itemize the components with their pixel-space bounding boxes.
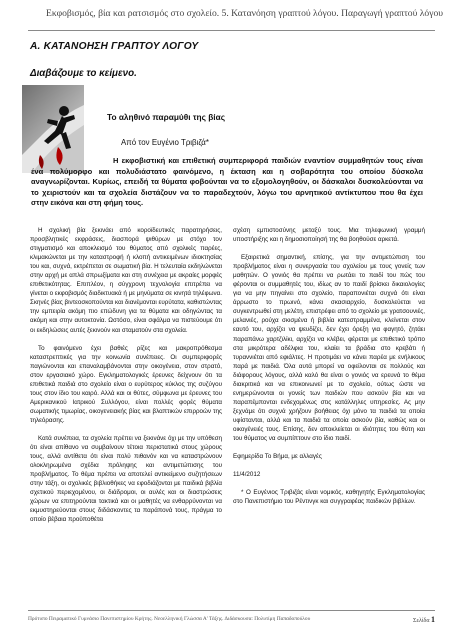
article-lead: Η εκφοβιστική και επιθετική συμπεριφορά παιδιών εναντίον συμμαθητών τους είναι ένα πολύμορφο και πολυδιάστατο φαινόμενο, η έκταση και η σοβαρότητα του οποίου δύσκολα αναγνωρίζονται. Κυρίως, επειδή τα θύματα φοβούνται να το εξομολογηθούν, οι δάσκαλοι δυσκολεύονται να το χειριστούν και τα σχολεία διστάζουν να το παραδεχτούν, λόγω του αρνητικού αντίκτυπου που θα έχει στην εικόνα και στη φήμη τους.: [31, 156, 423, 208]
page-label: Σελίδα: [412, 618, 431, 624]
page-indicator: [413, 615, 435, 624]
running-header: [0, 0, 453, 32]
page-footer: [28, 616, 435, 622]
body-paragraph: σχέση εμπιστοσύνης μεταξύ τους. Μια τηλεφωνική γραμμή υποστήριξης και η δημοσιοποίησή της θα βοηθούσε αρκετά.: [233, 227, 425, 244]
page-number: 1: [431, 615, 435, 624]
header-divider: [28, 30, 435, 31]
article-date: 11/4/2012: [233, 471, 261, 479]
running-title: Εκφοβισμός, βία και ρατσισμός στο σχολείο. 5. Κατανόηση γραπτού λόγου. Παραγωγή γραπτού λόγου: [45, 8, 443, 19]
footer-divider: [28, 610, 435, 611]
article-source: Εφημερίδα Το Βήμα, με αλλαγές: [233, 453, 322, 461]
body-paragraph: Το φαινόμενο έχει βαθιές ρίζες και μακροπρόθεσμα καταστρεπτικές για την κοινωνία συνέπειες. Οι συμπεριφορές παγιώνονται και επαναλαμβάνονται στην οικογένεια, στον στρατό, στον εργασιακό χώρο. Εγκληματολογικές έρευνες δείχνουν ότι τα επιθετικά παιδιά στο σχολείο είναι ο ευρύτερος κύκλος της συζύγου τους στον ίδιο του καιρό. Αλλά και οι θύτες, σύμφωνα με έρευνες του Αμερικανικού Ιατρικού Συλλόγου, είναι πολλές φορές θύματα σωματικής τιμωρίας, οικογενειακής βίας και βλαπτικών επιρροών της τηλεόρασης.: [30, 344, 222, 424]
body-paragraph: Κατά συνέπεια, τα σχολεία πρέπει να ξεκινάνε όχι με την υπόθεση ότι είναι απίθανο να συμβαίνουν τέτοια περιστατικά στους χώρους τους, αλλά αντίθετα ότι είναι πολύ πιθανόν και να καταστρώνουν ολοκληρωμένα σχέδια πρόληψης και αντιμετώπισης του προβλήματος. Το θέμα πρέπει να αποτελεί αντικείμενο συζητήσεων στην τάξη, οι σχολικές βιβλιοθήκες να εφοδιάζονται με παιδικά βιβλία σχετικού περιεχομένου, οι διάδρομοι, οι αυλές και οι διαστρώσεις χώρων να επιτηρούνται τακτικά και οι μαθητές να ενθαρρύνονται να εκμυστηρεύονται στους διδάσκοντες τα παράπονά τους, πράγμα το οποίο βέβαια προϋποθέτει: [30, 434, 222, 524]
body-paragraph: Εξαιρετικά σημαντική, επίσης, για την αντιμετώπιση του προβλήματος είναι η συνεργασία του σχολείου με τους γονείς των μαθητών. Ο γονιός θα πρέπει να ρωτάει το παιδί του πώς του φέρονται οι συμμαθητές του, ιδίως αν το παιδί βρίσκει δικαιολογίες για να μην πηγαίνει στο σχολείο, παραπονιέται συχνά ότι είναι άρρωστο το πρωινό, κάνει σκασιαρχείο, δυσκολεύεται να συγκεντρωθεί στη μελέτη, επιστρέφει από το σχολείο με γρατσουνιές, μελανιές, ρούχα σκισμένα ή βιβλία κατεστραμμένα, κλείνεται στον εαυτό του, αρχίζει να ψευδίζει, δεν έχει όρεξη για φαγητό, ζητάει παραπάνω χαρτζιλίκι, αρχίζει να κλέβει, φέρεται με επιθετικό τρόπο στα μικρότερα αδέλφια του, κλαίει τα βράδια στο κρεβάτι ή τυραννιέται από εφιάλτες. Η προτιμάει να κάνει παρέα με ενήλικους παρά με παιδιά. Όλα αυτά μπορεί να οφείλονται σε πολλούς και διάφορους λόγους, αλλά καλό θα είναι ο γονιός να ερευνά το θέμα διακριτικά και να επικοινωνεί με το σχολείο, ούτως ώστε να ενημερώνονται οι γονείς των παιδιών που ασκούν βία και να παραπέμπονται ενδεχομένως στις κατάλληλες υπηρεσίες. Ας μην ξεχνάμε ότι συχνά χρήζουν βοήθειας όχι μόνο τα παιδιά τα οποία υφίστανται, αλλά και τα παιδιά τα οποία ασκούν βία, καθώς και οι οικογένειές τους. Επίσης, δεν αποκλείεται οι ιδιότητες του θύτη και του θύματος να συμπίπτουν στο ίδιο παιδί.: [233, 254, 425, 443]
text-column-left: [30, 226, 222, 600]
author-footnote: * Ο Ευγένιος Τριβιζάς είναι νομικός, καθηγητής Εγκληματολογίας στο Πανεπιστήμιο του Ρέντινγκ και συγγραφέας παιδικών βιβλίων.: [233, 489, 425, 506]
text-column-right: [233, 226, 425, 600]
footer-credits: Πρότυπο Πειραματικό Γυμνάσιο Πανεπιστημίου Κρήτης. Νεοελληνική Γλώσσα Α' Τάξης. Διδάσκουσα: Πολυτίμη Παπαδοπούλου: [28, 616, 311, 622]
section-title: Α. ΚΑΤΑΝΟΗΣΗ ΓΡΑΠΤΟΥ ΛΟΓΟΥ: [30, 41, 199, 52]
body-paragraph: Η σχολική βία ξεκινάει από κοροϊδευτικές παρατηρήσεις, προσβλητικές εκφράσεις, διασπορά ψιθύρων με στόχο τον στιγματισμό και αποκλεισμό του θύματος από σχολικές παρέες, κλιμακώνεται με την καταστροφή ή κλοπή αντικειμένων ιδιοκτησίας του και, συχνά, εκτρέπεται σε σωματική βία. Η τελευταία εκδηλώνεται στην αρχή με απλά σπρωξίματα και στη συνέχεια με ακραίες μορφές επιθετικότητας. Επιπλέον, η σύγχρονη τεχνολογία επιτρέπει να γίνεται ο εκφοβισμός διαδικτυακά ή με μηνύματα σε κινητά τηλέφωνα. Σκηνές βίας βιντεοσκοπούνται και διανέμονται ευρύτατα, καθιστώντας την εμπειρία ακόμη πιο επώδυνη για τα θύματα και οδηγώντας τα ακόμη και στην αυτοκτονία. Ωστόσο, είναι σφάλμα να πιστεύουμε ότι οι εκδηλώσεις αυτές ξεκινούν και σταματούν στα σχολεία.: [30, 227, 222, 334]
reading-instruction: Διαβάζουμε το κείμενο.: [30, 68, 137, 79]
article-author: Από τον Ευγένιο Τριβιζά*: [121, 138, 209, 147]
article-title: Το αληθινό παραμύθι της βίας: [107, 112, 226, 122]
